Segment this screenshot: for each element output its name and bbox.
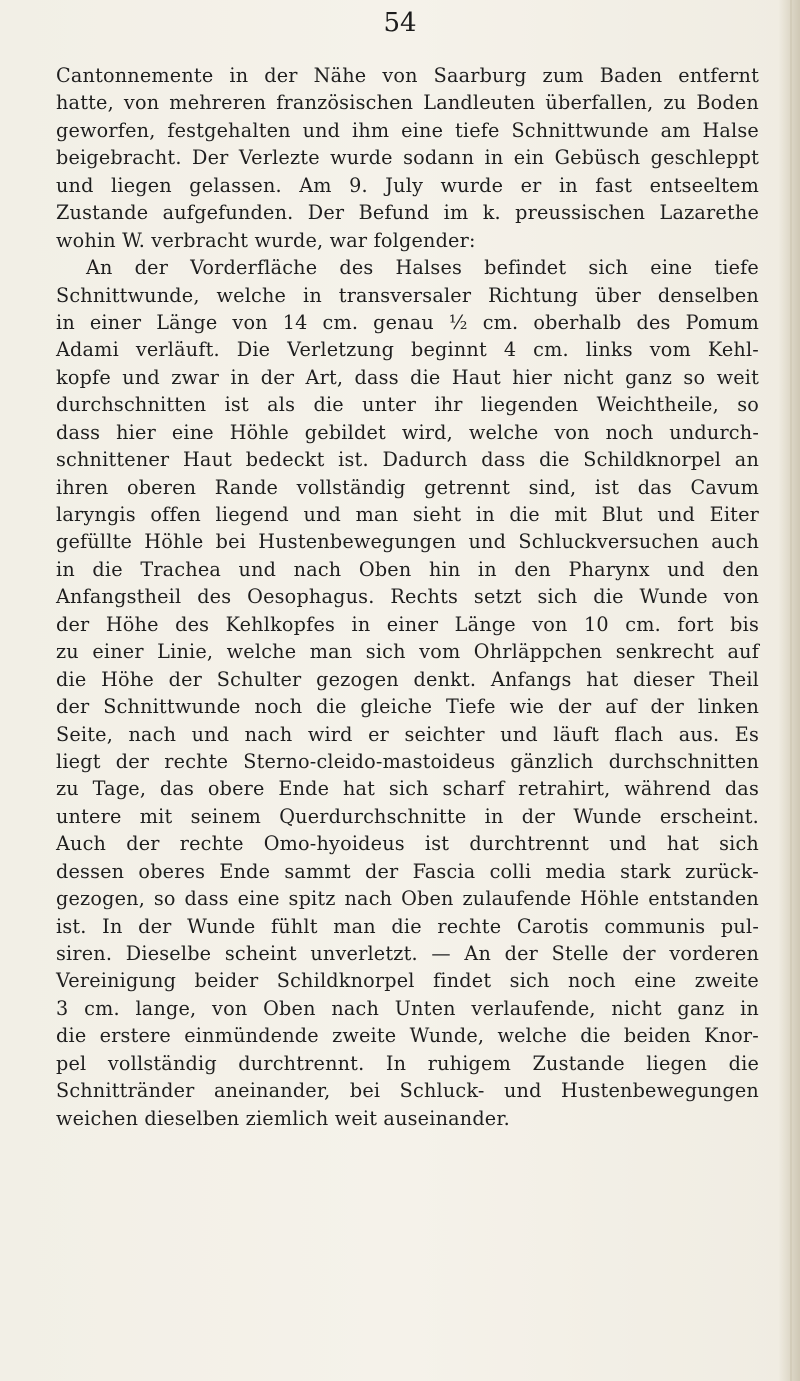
text-line: pel vollständig durchtrennt. In ruhigem Zustande liegen die bbox=[56, 1051, 759, 1075]
text-line: zu einer Linie, welche man sich vom Ohrläppchen senkrecht auf bbox=[56, 640, 759, 664]
text-line: in einer Länge von 14 cm. genau ½ cm. oberhalb des Pomum bbox=[56, 310, 759, 334]
body-text bbox=[56, 62, 759, 1132]
text-line: der Schnittwunde noch die gleiche Tiefe wie der auf der linken bbox=[56, 695, 759, 719]
text-line: kopfe und zwar in der Art, dass die Haut hier nicht ganz so weit bbox=[56, 365, 759, 389]
text-line: ist. In der Wunde fühlt man die rechte Carotis communis pul- bbox=[56, 914, 759, 938]
text-line: Cantonnemente in der Nähe von Saarburg zum Baden entfernt bbox=[56, 64, 759, 87]
text-line: beigebracht. Der Verlezte wurde sodann in ein Gebüsch geschleppt bbox=[56, 146, 759, 170]
text-line: An der Vorderfläche des Halses befindet sich eine tiefe bbox=[86, 256, 759, 280]
text-line: der Höhe des Kehlkopfes in einer Länge von 10 cm. fort bis bbox=[56, 612, 759, 636]
text-line: Auch der rechte Omo-hyoideus ist durchtrennt und hat sich bbox=[56, 832, 759, 856]
text-line: und liegen gelassen. Am 9. July wurde er in fast entseeltem bbox=[56, 173, 759, 197]
text-line: die erstere einmündende zweite Wunde, welche die beiden Knor- bbox=[56, 1024, 759, 1048]
text-line: geworfen, festgehalten und ihm eine tiefe Schnittwunde am Halse bbox=[56, 118, 759, 142]
text-line: Anfangstheil des Oesophagus. Rechts setzt sich die Wunde von bbox=[56, 585, 759, 609]
text-line: dessen oberes Ende sammt der Fascia colli media stark zurück- bbox=[56, 859, 759, 883]
text-line: die Höhe der Schulter gezogen denkt. Anfangs hat dieser Theil bbox=[56, 667, 759, 691]
page-edge-shadow bbox=[778, 0, 800, 1381]
text-line: Schnittränder aneinander, bei Schluck- und Hustenbewegungen bbox=[56, 1079, 759, 1103]
text-line: Schnittwunde, welche in transversaler Richtung über denselben bbox=[56, 283, 759, 307]
text-line: 3 cm. lange, von Oben nach Unten verlaufende, nicht ganz in bbox=[56, 996, 759, 1020]
text-line: Vereinigung beider Schildknorpel findet sich noch eine zweite bbox=[56, 969, 759, 993]
text-line: weichen dieselben ziemlich weit auseinander. bbox=[56, 1106, 510, 1130]
text-line: Zustande aufgefunden. Der Befund im k. preussischen Lazarethe bbox=[56, 201, 759, 225]
text-line: siren. Dieselbe scheint unverletzt. — An der Stelle der vorderen bbox=[56, 942, 759, 965]
text-line: zu Tage, das obere Ende hat sich scharf retrahirt, während das bbox=[56, 777, 759, 801]
text-line: untere mit seinem Querdurchschnitte in der Wunde erscheint. bbox=[56, 804, 759, 828]
text-line: hatte, von mehreren französischen Landleuten überfallen, zu Boden bbox=[56, 91, 759, 115]
text-line: liegt der rechte Sterno-cleido-mastoideus gänzlich durchschnitten bbox=[56, 749, 759, 773]
text-line: dass hier eine Höhle gebildet wird, welche von noch undurch- bbox=[56, 420, 759, 444]
text-line: gezogen, so dass eine spitz nach Oben zulaufende Höhle entstanden bbox=[56, 887, 759, 911]
text-line: ihren oberen Rande vollständig getrennt sind, ist das Cavum bbox=[56, 475, 759, 499]
text-line: in die Trachea und nach Oben hin in den Pharynx und den bbox=[56, 557, 759, 581]
page-edge-line bbox=[790, 0, 792, 1381]
text-line: schnittener Haut bedeckt ist. Dadurch dass die Schildknorpel an bbox=[56, 448, 759, 472]
text-line: wohin W. verbracht wurde, war folgender: bbox=[56, 228, 476, 252]
text-line: Adami verläuft. Die Verletzung beginnt 4 cm. links vom Kehl- bbox=[56, 338, 759, 362]
text-line: laryngis offen liegend und man sieht in die mit Blut und Eiter bbox=[56, 503, 759, 526]
text-line: gefüllte Höhle bei Hustenbewegungen und Schluckversuchen auch bbox=[56, 530, 759, 554]
text-line: durchschnitten ist als die unter ihr liegenden Weichtheile, so bbox=[56, 393, 759, 417]
text-line: Seite, nach und nach wird er seichter und läuft flach aus. Es bbox=[56, 722, 759, 746]
page-number: 54 bbox=[383, 8, 417, 38]
